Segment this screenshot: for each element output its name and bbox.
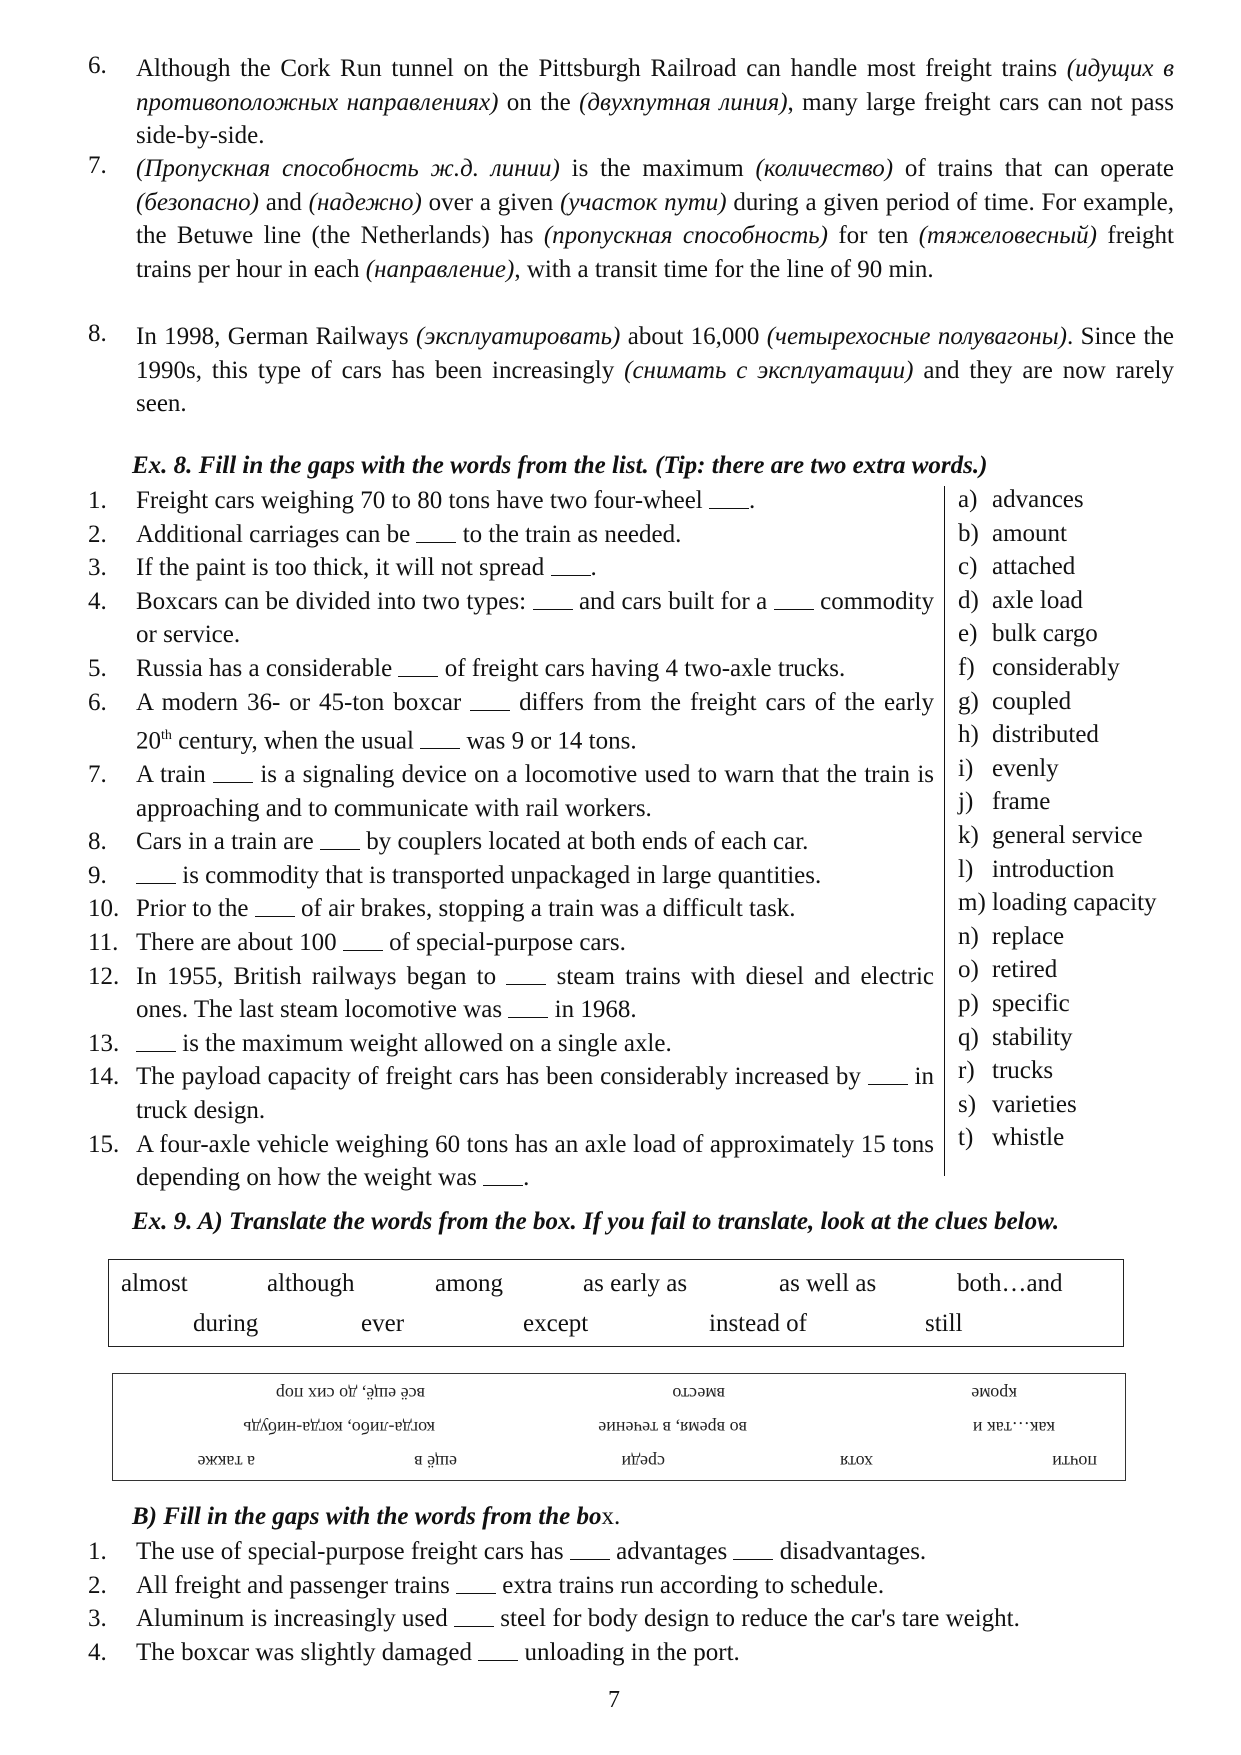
word-option: o) retired xyxy=(958,956,1058,984)
answer-blank[interactable] xyxy=(551,574,591,576)
ex9a-heading: Ex. 9. A) Translate the words from the box. If you fail to translate, look at the clues below. xyxy=(132,1208,1060,1235)
answer-blank[interactable] xyxy=(478,1659,518,1661)
word-option: k) general service xyxy=(958,821,1143,849)
russian-hint: (безопасно) xyxy=(136,188,259,216)
word-box xyxy=(108,1259,1124,1347)
item-text: In 1998, German Railways (эксплуатировать) about 16,000 (четырехосные полувагоны). Since the 1990s, this type of cars has been increasingly (снимать с эксплуатации) and they are now rarely seen. xyxy=(136,323,1174,417)
word-option: s) varieties xyxy=(958,1090,1077,1118)
word-option: b) amount xyxy=(958,519,1067,547)
clue-word: как…так и xyxy=(972,1418,1055,1438)
answer-blank[interactable] xyxy=(733,1558,773,1560)
answer-blank[interactable] xyxy=(868,1083,908,1085)
clue-word: вместо xyxy=(672,1384,725,1404)
box-word: as well as xyxy=(779,1270,877,1297)
ex8-sentence: 15. A four-axle vehicle weighing 60 tons has an axle load of approximately 15 tons depending on how the weight was . xyxy=(88,1130,934,1192)
answer-blank[interactable] xyxy=(416,541,456,543)
russian-hint: (четырехосные полувагоны) xyxy=(766,323,1067,350)
column-divider xyxy=(944,486,945,1176)
answer-blank[interactable] xyxy=(470,709,510,711)
word-option: d) axle load xyxy=(958,586,1083,614)
clue-word: почти xyxy=(1052,1452,1097,1472)
box-word: ever xyxy=(361,1310,405,1337)
box-word: both…and xyxy=(957,1270,1063,1297)
russian-hint: (пропускная способность) xyxy=(543,222,828,249)
item-text: Although the Cork Run tunnel on the Pittsburgh Railroad can handle most freight trains (идущих в противоположных направлениях) on the (двухпутная линия), many large freight cars can not pass side-by-side. xyxy=(136,55,1174,149)
ex8-sentence: 13. is the maximum weight allowed on a single axle. xyxy=(88,1029,672,1057)
box-word: still xyxy=(925,1310,963,1337)
box-word: instead of xyxy=(709,1310,807,1337)
box-word: except xyxy=(523,1310,589,1337)
answer-blank[interactable] xyxy=(136,1050,176,1052)
ex8-word-list xyxy=(958,483,1218,1155)
item-number: 8. xyxy=(88,320,107,347)
box-word: almost xyxy=(121,1270,188,1297)
word-option: i) evenly xyxy=(958,754,1059,782)
ex7-item-7 xyxy=(88,152,1174,286)
word-option: f) considerably xyxy=(958,653,1120,681)
ex8-sentence: 5. Russia has a considerable of freight cars having 4 two-axle trucks. xyxy=(88,654,846,682)
box-word: among xyxy=(435,1270,504,1297)
word-option: c) attached xyxy=(958,553,1076,581)
answer-blank[interactable] xyxy=(570,1558,610,1560)
answer-blank[interactable] xyxy=(398,675,438,677)
russian-hint: (эксплуатировать) xyxy=(416,323,621,350)
ex8-heading: Ex. 8. Fill in the gaps with the words from the list. (Tip: there are two extra words.) xyxy=(132,452,988,479)
clue-word: ещё в xyxy=(414,1452,457,1472)
answer-blank[interactable] xyxy=(506,983,546,985)
clue-word: кроме xyxy=(971,1384,1017,1404)
ex9b-sentence: 4. The boxcar was slightly damaged unloading in the port. xyxy=(88,1638,740,1666)
word-option: h) distributed xyxy=(958,721,1099,749)
answer-blank[interactable] xyxy=(213,781,253,783)
answer-blank[interactable] xyxy=(508,1016,548,1018)
ex8-sentence: 2. Additional carriages can be to the train as needed. xyxy=(88,520,682,548)
answer-blank[interactable] xyxy=(136,882,176,884)
ex8-sentence: 12. In 1955, British railways began to steam trains with diesel and electric ones. The last steam locomotive was in 1968. xyxy=(88,962,934,1024)
box-word: although xyxy=(267,1270,355,1297)
answer-blank[interactable] xyxy=(255,915,295,917)
clue-word: всё ещё, до сих пор xyxy=(275,1384,425,1404)
item-text: (Пропускная способность ж.д. линии) is the maximum (количество) of trains that can operate (безопасно) and (надежно) over a given (участок пути) during a given period of time. For example, the Betuwe line (the Netherlands) has (пропускная способность) for ten (тяжеловесный) freight trains per hour in each (направление), with a transit time for the line of 90 min. xyxy=(136,155,1175,283)
ex8-sentence: 7. A train is a signaling device on a locomotive used to warn that the train is approaching and to communicate with rail workers. xyxy=(88,761,934,822)
russian-hint: (направление) xyxy=(365,255,515,283)
clues-box-upside-down xyxy=(112,1373,1126,1481)
ex8-sentence: 11. There are about 100 of special-purpose cars. xyxy=(88,929,626,957)
answer-blank[interactable] xyxy=(420,747,460,749)
word-option: q) stability xyxy=(958,1023,1073,1051)
clue-word: хотя xyxy=(840,1452,873,1472)
clue-word: во время, в течение xyxy=(598,1418,747,1438)
answer-blank[interactable] xyxy=(320,848,360,850)
word-option: e) bulk cargo xyxy=(958,620,1098,648)
word-option: r) trucks xyxy=(958,1057,1054,1085)
ex9b-sentence: 1. The use of special-purpose freight cars has advantages disadvantages. xyxy=(88,1538,927,1565)
russian-hint: (количество) xyxy=(755,155,894,182)
ex8-sentence: 10. Prior to the of air brakes, stopping a train was a difficult task. xyxy=(88,895,796,923)
item-number: 6. xyxy=(88,52,107,79)
ex8-sentence: 1. Freight cars weighing 70 to 80 tons have two four-wheel . xyxy=(88,487,756,514)
answer-blank[interactable] xyxy=(774,608,814,610)
clue-word: когда-либо, когда-нибудь xyxy=(243,1418,435,1438)
answer-blank[interactable] xyxy=(483,1184,523,1186)
word-option: m) loading capacity xyxy=(958,889,1157,917)
clue-word: среди xyxy=(621,1452,665,1472)
ex7-item-8 xyxy=(88,320,1174,421)
ex9b-heading: B) Fill in the gaps with the words from the box. xyxy=(132,1503,621,1530)
item-number: 7. xyxy=(88,152,107,179)
russian-hint: (Пропускная способность ж.д. линии) xyxy=(136,155,560,182)
answer-blank[interactable] xyxy=(709,507,749,509)
word-option: n) replace xyxy=(958,922,1065,950)
russian-hint: (надежно) xyxy=(308,188,422,216)
word-option: l) introduction xyxy=(958,855,1115,883)
word-option: p) specific xyxy=(958,989,1070,1017)
answer-blank[interactable] xyxy=(456,1592,496,1594)
ex8-sentence: 14. The payload capacity of freight cars has been considerably increased by in truck design. xyxy=(88,1063,934,1125)
russian-hint: (участок пути) xyxy=(560,188,727,216)
box-word: as early as xyxy=(583,1270,688,1297)
russian-hint: (тяжеловесный) xyxy=(918,222,1098,249)
ex8-sentence: 3. If the paint is too thick, it will not spread . xyxy=(88,554,597,582)
answer-blank[interactable] xyxy=(533,608,573,610)
answer-blank[interactable] xyxy=(343,949,383,951)
box-word: during xyxy=(193,1310,259,1337)
ex8-sentence: 6. A modern 36- or 45-ton boxcar differs from the freight cars of the early 20th century, when the usual was 9 or 14 tons. xyxy=(88,688,935,755)
russian-hint: (идущих в противоположных направлениях) xyxy=(136,55,1174,116)
word-option: a) advances xyxy=(958,486,1084,513)
page-number: 7 xyxy=(608,1687,620,1713)
ex8-sentence-list xyxy=(88,484,934,1195)
ex8-sentence: 8. Cars in a train are by couplers located at both ends of each car. xyxy=(88,828,809,856)
ex9b-sentence: 2. All freight and passenger trains extra trains run according to schedule. xyxy=(88,1571,885,1599)
russian-hint: (двухпутная линия) xyxy=(579,88,788,116)
ex7-item-6 xyxy=(88,52,1174,153)
ex9b-sentence-list xyxy=(88,1535,1188,1669)
word-option: g) coupled xyxy=(958,687,1072,715)
ex8-sentence: 4. Boxcars can be divided into two types: and cars built for a commodity or service. xyxy=(88,587,934,649)
russian-hint: (снимать с эксплуатации) xyxy=(624,356,914,384)
word-option: t) whistle xyxy=(958,1124,1065,1152)
clue-word: а также xyxy=(197,1452,255,1472)
answer-blank[interactable] xyxy=(454,1625,494,1627)
ex8-sentence: 9. is commodity that is transported unpackaged in large quantities. xyxy=(88,861,822,889)
ex9b-sentence: 3. Aluminum is increasingly used steel for body design to reduce the car's tare weight. xyxy=(88,1605,1020,1633)
word-option: j) frame xyxy=(958,788,1051,816)
